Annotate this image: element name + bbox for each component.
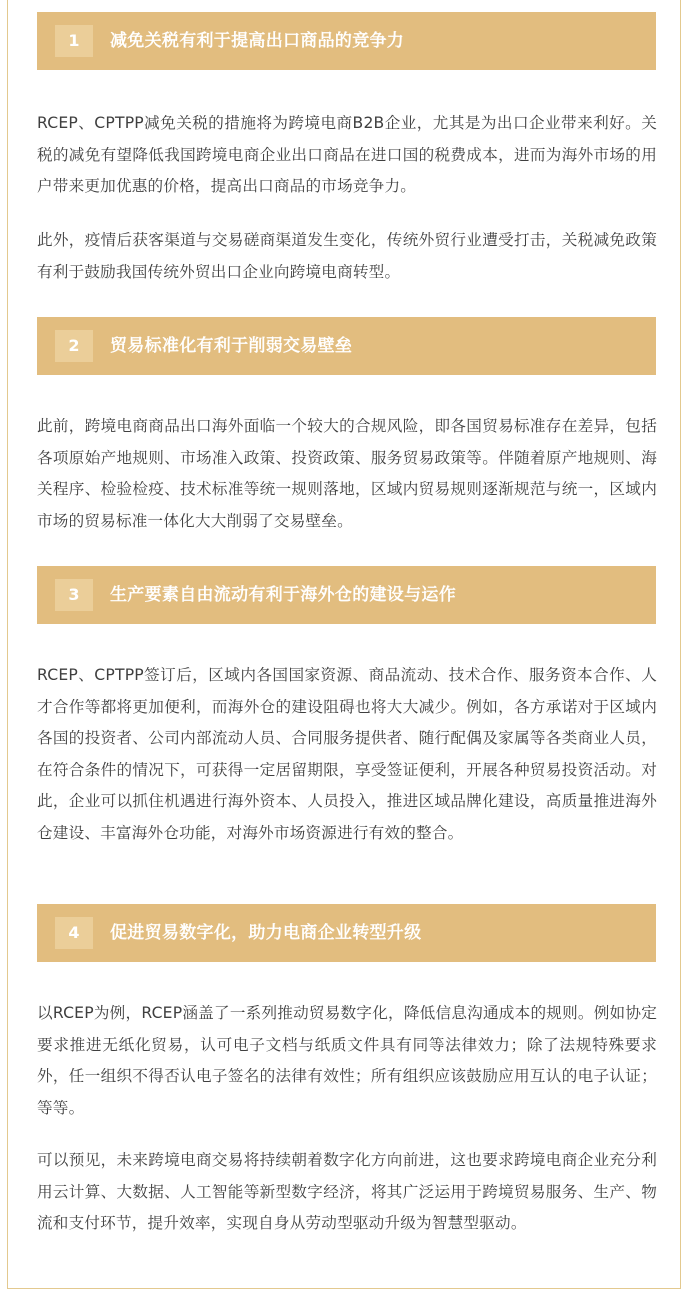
section-title: 促进贸易数字化，助力电商企业转型升级: [110, 923, 422, 943]
section-number-badge: 3: [55, 579, 93, 611]
section-header-1: [37, 12, 656, 70]
section-header-2: [37, 317, 656, 375]
section-header-4: [37, 904, 656, 962]
paragraph: 此外，疫情后获客渠道与交易磋商渠道发生变化，传统外贸行业遭受打击，关税减免政策有利于鼓励我国传统外贸出口企业向跨境电商转型。: [37, 231, 657, 281]
section-title: 生产要素自由流动有利于海外仓的建设与运作: [110, 585, 456, 605]
section-number-badge: 1: [55, 25, 93, 57]
paragraph: 此前，跨境电商商品出口海外面临一个较大的合规风险，即各国贸易标准存在差异，包括各项原始产地规则、市场准入政策、投资政策、服务贸易政策等。伴随着原产地规则、海关程序、检验检疫、技术标准等统一规则落地，区域内贸易规则逐渐规范与统一，区域内市场的贸易标准一体化大大削弱了交易壁垒。: [37, 417, 657, 530]
paragraph: 可以预见，未来跨境电商交易将持续朝着数字化方向前进，这也要求跨境电商企业充分利用云计算、大数据、人工智能等新型数字经济，将其广泛运用于跨境贸易服务、生产、物流和支付环节，提升效率，实现自身从劳动型驱动升级为智慧型驱动。: [37, 1151, 657, 1232]
paragraph: 以RCEP为例，RCEP涵盖了一系列推动贸易数字化，降低信息沟通成本的规则。例如协定要求推进无纸化贸易，认可电子文档与纸质文件具有同等法律效力；除了法规特殊要求外，任一组织不得否认电子签名的法律有效性；所有组织应该鼓励应用互认的电子认证；等等。: [37, 1004, 657, 1117]
section-title: 贸易标准化有利于削弱交易壁垒: [110, 336, 353, 356]
section-title: 减免关税有利于提高出口商品的竞争力: [110, 31, 405, 51]
section-number-badge: 4: [55, 917, 93, 949]
paragraph: RCEP、CPTPP减免关税的措施将为跨境电商B2B企业，尤其是为出口企业带来利好。关税的减免有望降低我国跨境电商企业出口商品在进口国的税费成本，进而为海外市场的用户带来更加优惠的价格，提高出口商品的市场竞争力。: [37, 114, 657, 195]
section-header-3: [37, 566, 656, 624]
paragraph: RCEP、CPTPP签订后，区域内各国国家资源、商品流动、技术合作、服务资本合作、人才合作等都将更加便利，而海外仓的建设阻碍也将大大减少。例如，各方承诺对于区域内各国的投资者、公司内部流动人员、合同服务提供者、随行配偶及家属等各类商业人员，在符合条件的情况下，可获得一定居留期限，享受签证便利，开展各种贸易投资活动。对此，企业可以抓住机遇进行海外资本、人员投入，推进区域品牌化建设，高质量推进海外仓建设、丰富海外仓功能，对海外市场资源进行有效的整合。: [37, 666, 657, 842]
section-number-badge: 2: [55, 330, 93, 362]
